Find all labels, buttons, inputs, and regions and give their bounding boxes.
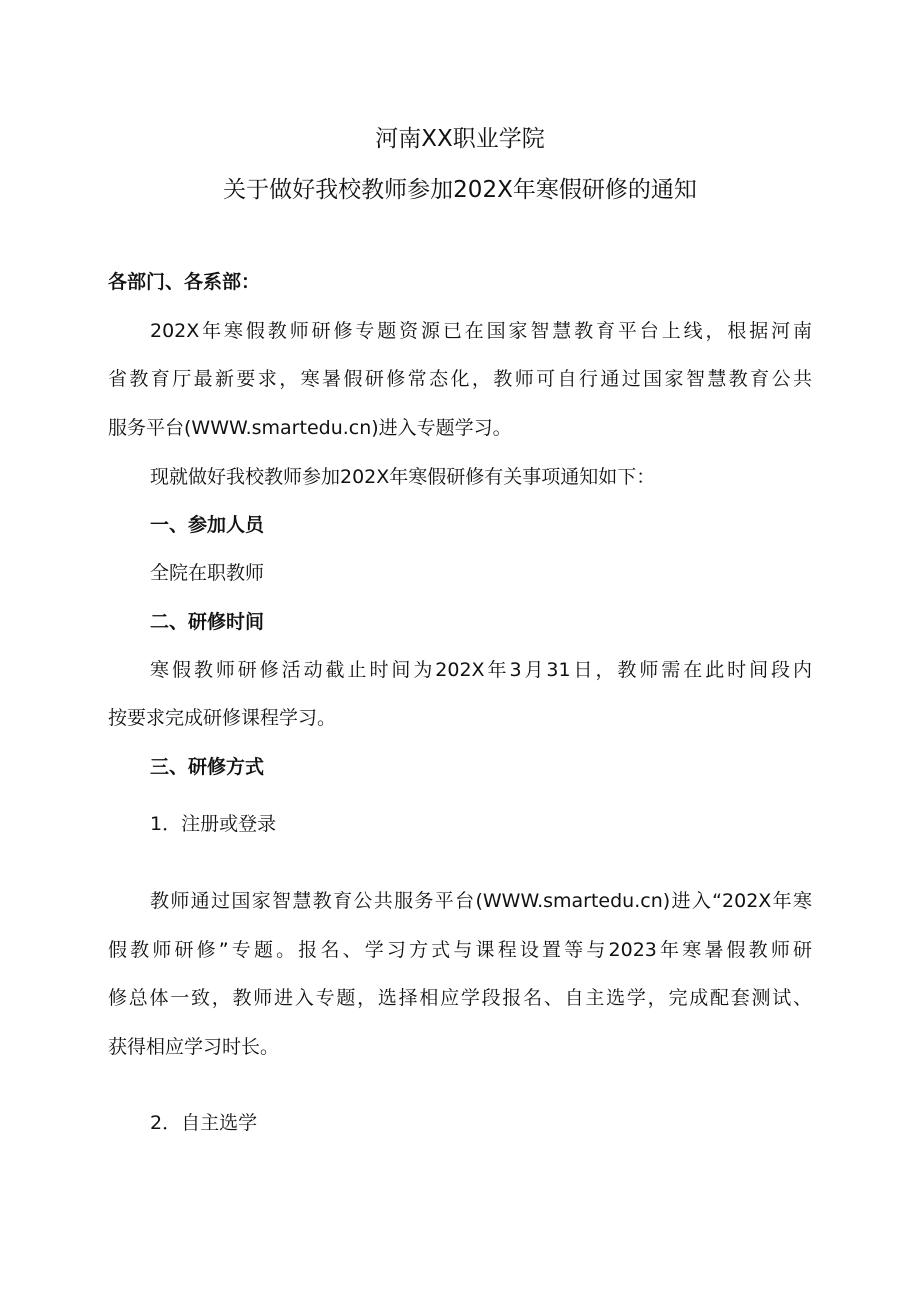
section-2-body-line-2: 按要求完成研修课程学习。: [108, 707, 337, 729]
section-3-item-1-line-4: 获得相应学习时长。: [108, 1036, 280, 1058]
section-3-item-2-label: 2．自主选学: [150, 1112, 258, 1134]
section-3-item-1-line-2: 假教师研修”专题。报名、学习方式与课程设置等与2023年寒暑假教师研: [108, 939, 812, 961]
school-name: 河南XX职业学院: [375, 126, 545, 152]
intro-paragraph-line-2: 省教育厅最新要求，寒暑假研修常态化，教师可自行通过国家智慧教育公共: [108, 368, 812, 390]
section-3-item-1-line-1: 教师通过国家智慧教育公共服务平台(WWW.smartedu.cn)进入“202X年寒: [150, 890, 812, 912]
intro-paragraph-2: 现就做好我校教师参加202X年寒假研修有关事项通知如下：: [150, 466, 656, 488]
section-2-body-line-1: 寒假教师研修活动截止时间为202X年3月31日，教师需在此时间段内: [150, 659, 812, 681]
intro-paragraph-line-3: 服务平台(WWW.smartedu.cn)进入专题学习。: [108, 417, 512, 439]
salutation: 各部门、各系部：: [108, 271, 261, 293]
section-1-body: 全院在职教师: [150, 562, 265, 584]
section-1-heading: 一、参加人员: [150, 514, 265, 536]
section-3-item-1-label: 1．注册或登录: [150, 813, 277, 835]
section-3-item-1-line-3: 修总体一致，教师进入专题，选择相应学段报名、自主选学，完成配套测试、: [108, 987, 812, 1009]
section-3-heading: 三、研修方式: [150, 756, 265, 778]
notice-title: 关于做好我校教师参加202X年寒假研修的通知: [223, 177, 697, 203]
intro-paragraph-line-1: 202X年寒假教师研修专题资源已在国家智慧教育平台上线，根据河南: [150, 320, 812, 342]
section-2-heading: 二、研修时间: [150, 611, 265, 633]
